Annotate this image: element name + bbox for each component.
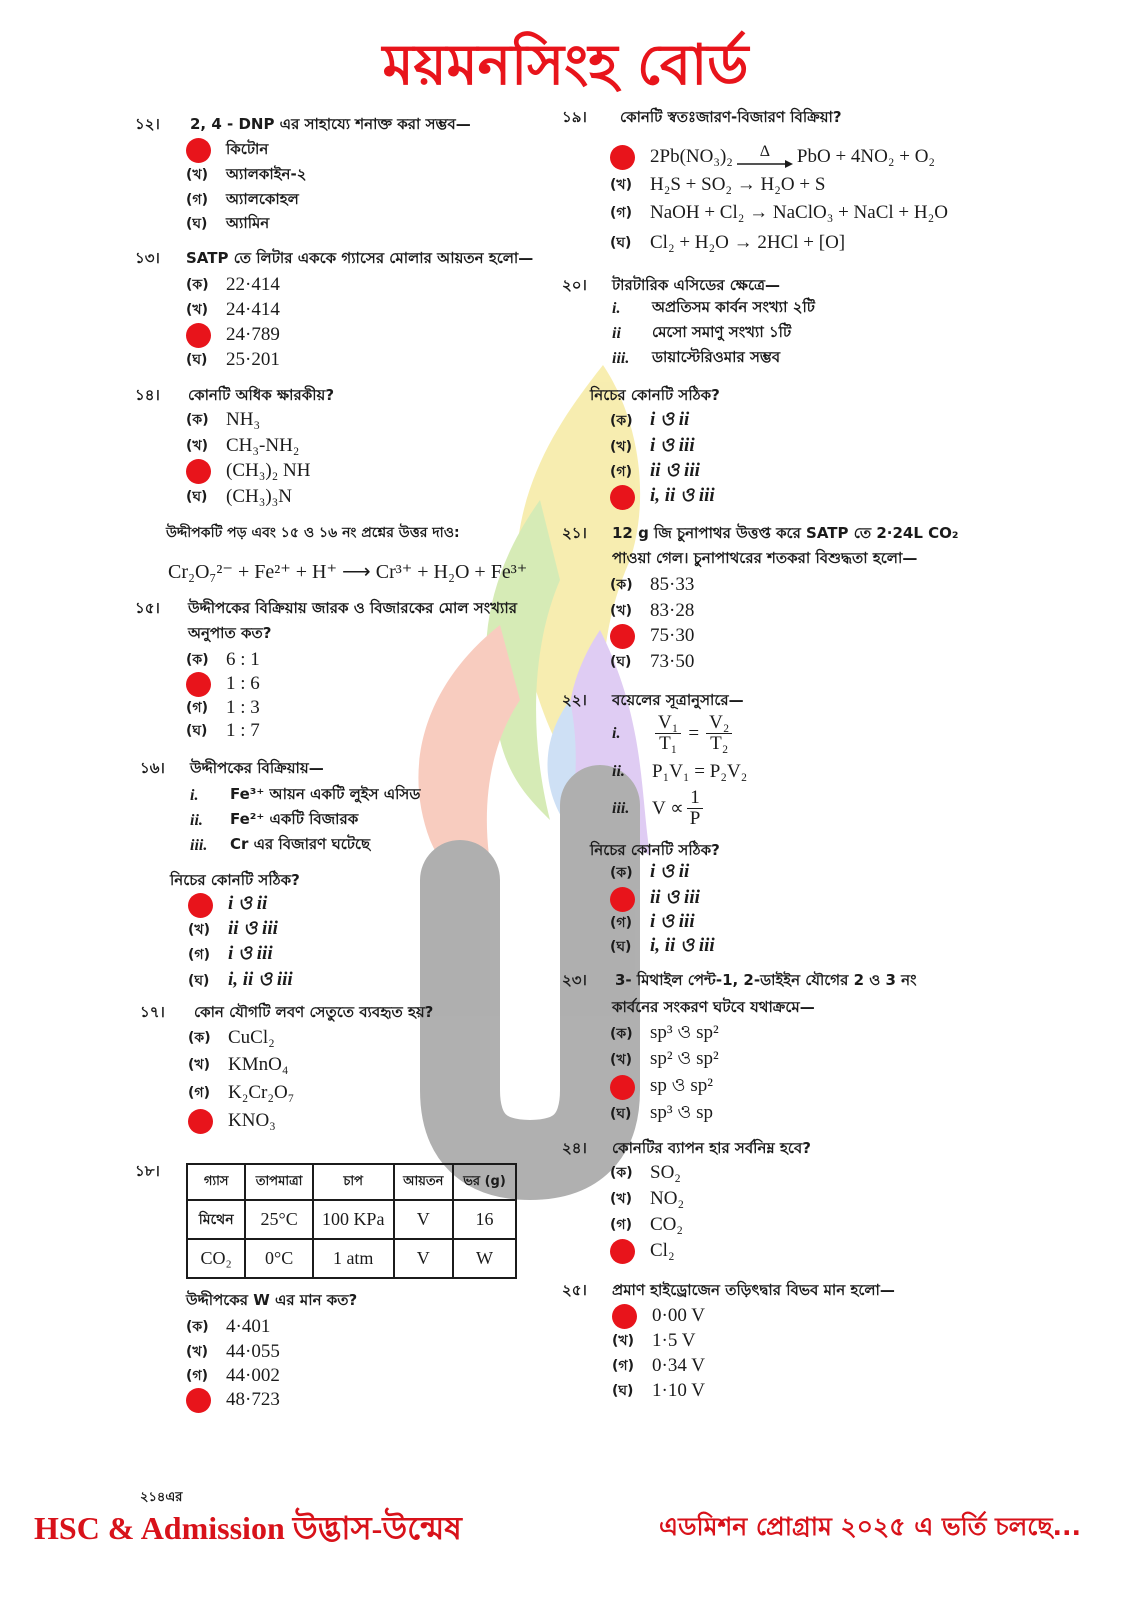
table-cell: 1 atm	[313, 1239, 394, 1278]
statement-label: ii	[612, 324, 621, 342]
option-label: (গ)	[188, 947, 210, 963]
option	[610, 201, 948, 225]
option-text: KNO₃	[228, 1110, 276, 1131]
statement	[612, 761, 747, 783]
option-text: (CH₃)₂ NH	[226, 460, 311, 481]
question-text: কোনটি স্বতঃজারণ-বিজারণ বিক্রিয়া?	[620, 108, 842, 126]
correct-answer-dot	[610, 485, 635, 510]
option-label: (গ)	[186, 1368, 208, 1384]
option-text: i ও ii	[650, 409, 690, 430]
heat-arrow	[737, 145, 793, 169]
fraction	[655, 713, 681, 754]
option-text: CuCl₂	[228, 1027, 275, 1048]
option-text: 24·789	[226, 324, 280, 345]
question-number: ১৮।	[135, 1162, 160, 1180]
table-cell: CO₂	[187, 1239, 245, 1278]
statement-text: Fe³⁺ আয়ন একটি লুইস এসিড	[230, 785, 421, 803]
reaction-rhs: PbO + 4NO₂ + O₂	[796, 146, 936, 167]
option-marker	[186, 1388, 226, 1413]
option	[188, 1026, 275, 1050]
fraction	[706, 713, 732, 754]
option	[186, 408, 260, 432]
option-label: (গ)	[186, 192, 208, 208]
option-marker	[610, 1075, 650, 1100]
question-text-line: কার্বনের সংকরণ ঘটবে যথাক্রমে—	[612, 998, 815, 1016]
option	[186, 1388, 280, 1412]
option	[610, 935, 715, 959]
question-text-line: 3- মিথাইল পেন্ট-1, 2-ডাইইন যৌগের 2 ও 3 নং	[615, 971, 917, 989]
option-marker	[186, 459, 226, 484]
option-marker	[188, 1109, 228, 1134]
option	[186, 348, 280, 372]
option-label: (ক)	[188, 1030, 211, 1046]
option	[610, 143, 935, 171]
option-text: অ্যালকোহল	[226, 189, 299, 208]
option	[186, 1340, 280, 1364]
option-text: H₂S + SO₂ → H₂O + S	[650, 174, 826, 195]
statement	[612, 296, 815, 321]
option-label: (গ)	[610, 915, 632, 931]
question-prompt: নিচের কোনটি সঠিক?	[170, 871, 300, 889]
page-title: ময়মনসিংহ বোর্ড	[382, 33, 749, 98]
option-text: ii ও iii	[228, 918, 278, 939]
option-label: (খ)	[610, 1052, 632, 1068]
option	[186, 298, 280, 322]
option	[610, 1048, 719, 1072]
option	[186, 434, 299, 458]
option-label: (খ)	[610, 177, 632, 193]
question-text-line: পাওয়া গেল। চুনাপাথরের শতকরা বিশুদ্ধতা হলো—	[612, 549, 918, 567]
correct-answer-dot	[186, 672, 211, 697]
table-header-cell: ভর (g)	[453, 1164, 516, 1200]
statement-label: iii.	[190, 836, 208, 854]
option-text: 1·5 V	[652, 1330, 696, 1351]
correct-answer-dot	[186, 138, 211, 163]
numerator: 1	[687, 788, 703, 809]
correct-answer-dot	[188, 893, 213, 918]
option-marker	[188, 893, 228, 918]
correct-answer-dot	[186, 459, 211, 484]
option-text: i ও ii	[228, 893, 268, 914]
option-text: Cl₂	[650, 1240, 675, 1261]
option-label: (ঘ)	[612, 1383, 634, 1399]
option-marker	[610, 887, 650, 912]
option-text: 25·201	[226, 349, 280, 370]
question-number: ২০।	[562, 276, 587, 294]
statement-text: মেসো সমাণু সংখ্যা ১টি	[652, 323, 792, 341]
statement-text: Cr এর বিজারণ ঘটেছে	[230, 835, 371, 853]
option-text: NH₃	[226, 409, 261, 430]
statement-label: iii.	[612, 799, 630, 817]
option	[610, 1161, 681, 1185]
option	[186, 138, 268, 162]
statement	[612, 788, 706, 829]
option-text: i, ii ও iii	[650, 485, 715, 506]
option-label: (ক)	[610, 1165, 633, 1181]
option	[188, 1053, 288, 1077]
option-label: (ঘ)	[186, 216, 208, 232]
table-header-row	[187, 1164, 516, 1200]
option-marker	[186, 138, 226, 163]
option-label: (গ)	[610, 205, 632, 221]
option-text: NaOH + Cl₂ → NaClO₃ + NaCl + H₂O	[650, 202, 948, 223]
statement	[612, 713, 735, 754]
correct-answer-dot	[188, 1109, 213, 1134]
option	[610, 650, 694, 674]
option	[186, 648, 260, 672]
option	[186, 672, 260, 696]
option	[186, 273, 280, 297]
option	[610, 599, 694, 623]
question-text: কোনটি অধিক ক্ষারকীয়?	[188, 386, 335, 404]
correct-answer-dot	[612, 1304, 637, 1329]
option-label: (গ)	[186, 700, 208, 716]
option	[612, 1304, 705, 1328]
option-text: i ও iii	[650, 911, 695, 932]
statement-label: ii.	[612, 763, 625, 780]
table-cell: 0°C	[245, 1239, 312, 1278]
option-label: (ক)	[186, 277, 209, 293]
option-marker	[610, 485, 650, 510]
option-text: 6 : 1	[226, 649, 260, 670]
option-text: sp³ ও sp²	[650, 1022, 719, 1043]
option	[610, 485, 715, 509]
table-cell: V	[394, 1239, 454, 1278]
option-marker	[186, 323, 226, 348]
statement-text: অপ্রতিসম কার্বন সংখ্যা ২টি	[652, 298, 815, 316]
option-text: 0·34 V	[652, 1355, 705, 1376]
option-text: CO₂	[650, 1214, 684, 1235]
option	[610, 1075, 713, 1099]
option	[610, 624, 694, 648]
option-text: 0·00 V	[652, 1305, 705, 1326]
option-label: (ঘ)	[610, 1106, 632, 1122]
option-text: 24·414	[226, 299, 280, 320]
option-text: sp ও sp²	[650, 1075, 713, 1096]
option-marker	[610, 1239, 650, 1264]
question-text: কোনটির ব্যাপন হার সর্বনিম্ন হবে?	[612, 1139, 811, 1157]
option-text: 1·10 V	[652, 1380, 705, 1401]
question-text: কোন যৌগটি লবণ সেতুতে ব্যবহৃত হয়?	[194, 1003, 434, 1021]
option-label: (খ)	[612, 1333, 634, 1349]
question-number: ২১।	[562, 524, 587, 542]
right-arrow-icon	[737, 159, 793, 169]
question-text: বয়েলের সূত্রানুসারে—	[612, 691, 744, 709]
option-marker	[612, 1304, 652, 1329]
statement-label: i.	[190, 786, 199, 804]
option-label: (ক)	[186, 1319, 209, 1335]
option-label: (ক)	[610, 413, 633, 429]
option-text: NO₂	[650, 1188, 685, 1209]
statement	[612, 346, 780, 371]
option	[186, 163, 306, 187]
question-text-line: 12 g জি চুনাপাথর উত্তপ্ত করে SATP তে 2·24L CO₂	[612, 524, 959, 542]
page-number-mark: ২১৪এর	[140, 1490, 183, 1505]
option-text: 85·33	[650, 574, 695, 595]
option-label: (গ)	[188, 1085, 210, 1101]
option-label: (ক)	[610, 865, 633, 881]
option-text: অ্যালকাইন-২	[226, 164, 307, 183]
option-marker	[186, 672, 226, 697]
question-number: ১৭।	[140, 1003, 165, 1021]
denominator: T₂	[710, 733, 729, 754]
question-prompt: নিচের কোনটি সঠিক?	[590, 841, 720, 859]
option-label: (ঘ)	[610, 939, 632, 955]
option-label: (খ)	[186, 167, 208, 183]
option	[188, 969, 293, 993]
option-text: i ও iii	[650, 435, 695, 456]
option-label: (ঘ)	[186, 489, 208, 505]
statement-text: Fe²⁺ একটি বিজারক	[230, 810, 359, 828]
question-number: ১৯।	[562, 108, 587, 126]
option-text: 4·401	[226, 1316, 271, 1337]
question-text-line: অনুপাত কত?	[188, 624, 272, 642]
question-number: ১২।	[135, 115, 160, 133]
question-text: 2, 4 - DNP এর সাহায্যে শনাক্ত করা সম্ভব—	[190, 115, 471, 133]
option-label: (ক)	[186, 652, 209, 668]
gas-data-table	[186, 1163, 517, 1279]
option	[610, 173, 825, 197]
question-prompt: নিচের কোনটি সঠিক?	[590, 386, 720, 404]
question-prompt: উদ্দীপকের W এর মান কত?	[186, 1291, 358, 1309]
correct-answer-dot	[610, 624, 635, 649]
option-text: Cl₂ + H₂O → 2HCl + [O]	[650, 232, 846, 253]
option	[186, 459, 311, 483]
option	[610, 573, 694, 597]
statement-label: i.	[612, 724, 621, 742]
option	[610, 409, 689, 433]
option	[188, 1109, 276, 1133]
option-text: SO₂	[650, 1162, 681, 1183]
statement-label: i.	[612, 299, 621, 317]
option-text: 75·30	[650, 625, 695, 646]
option-label: (ক)	[610, 1026, 633, 1042]
option-label: (ঘ)	[610, 654, 632, 670]
option-label: (গ)	[610, 464, 632, 480]
option	[612, 1379, 705, 1403]
option-label: (ক)	[186, 412, 209, 428]
correct-answer-dot	[610, 1239, 635, 1264]
correct-answer-dot	[186, 323, 211, 348]
table-row	[187, 1239, 516, 1278]
reaction-lhs: 2Pb(NO₃)₂	[650, 146, 733, 167]
question-number: ২৫।	[562, 1281, 587, 1299]
question-number: ১৩।	[135, 249, 160, 267]
equals-sign: =	[688, 722, 700, 744]
option-label: (গ)	[612, 1358, 634, 1374]
option	[186, 696, 260, 720]
option-label: (খ)	[188, 922, 210, 938]
option-text: 1 : 3	[226, 697, 260, 718]
statement	[190, 783, 420, 808]
option-text: (CH₃)₃N	[226, 486, 293, 507]
table-cell: 100 KPa	[313, 1200, 394, 1239]
option-text: কিটোন	[226, 139, 269, 158]
option-label: (খ)	[188, 1057, 210, 1073]
option	[188, 943, 273, 967]
option-label: (গ)	[610, 1217, 632, 1233]
table-cell: 25°C	[245, 1200, 312, 1239]
table-cell: W	[453, 1239, 516, 1278]
table-header-cell: গ্যাস	[187, 1164, 245, 1200]
question-number: ১৪।	[135, 386, 160, 404]
option-label: (খ)	[610, 603, 632, 619]
option-label: (ঘ)	[610, 235, 632, 251]
statement-label: ii.	[190, 811, 203, 829]
option-text: 73·50	[650, 651, 695, 672]
option-text: 1 : 7	[226, 720, 260, 741]
question-text: SATP তে লিটার এককে গ্যাসের মোলার আয়তন হলো—	[186, 249, 534, 267]
statement-text: V ∝	[652, 798, 684, 819]
footer-brand-text: HSC & Admission উদ্ভাস-উন্মেষ	[34, 1510, 462, 1546]
denominator: T₁	[659, 733, 678, 754]
option	[186, 212, 269, 236]
table-cell: মিথেন	[187, 1200, 245, 1239]
statement-label: iii.	[612, 349, 630, 367]
option-text: sp³ ও sp	[650, 1102, 713, 1123]
question-text: প্রমাণ হাইড্রোজেন তড়িৎদ্বার বিভব মান হলো—	[612, 1281, 895, 1299]
option-marker	[610, 145, 650, 170]
option-text: 48·723	[226, 1389, 280, 1410]
option-text: 44·002	[226, 1365, 280, 1386]
option	[186, 1364, 280, 1388]
statement-text: ডায়াস্টেরিওমার সম্ভব	[652, 348, 781, 366]
table-cell: 16	[453, 1200, 516, 1239]
option-label: (খ)	[186, 438, 208, 454]
stimulus-intro: উদ্দীপকটি পড় এবং ১৫ ও ১৬ নং প্রশ্নের উত্তর দাও:	[166, 525, 460, 541]
option	[610, 1239, 675, 1263]
option-text: KMnO₄	[228, 1054, 289, 1075]
question-number: ২৩।	[562, 971, 587, 989]
option	[612, 1354, 705, 1378]
option-text: 83·28	[650, 600, 695, 621]
option-text: i ও iii	[228, 943, 273, 964]
option	[610, 861, 689, 885]
option-text: ii ও iii	[650, 460, 700, 481]
question-text-line: উদ্দীপকের বিক্রিয়ায় জারক ও বিজারকের মোল সংখ্যার	[188, 599, 517, 617]
option-text: 1 : 6	[226, 673, 260, 694]
option-text: ii ও iii	[650, 887, 700, 908]
option	[186, 188, 299, 212]
option-text: sp² ও sp²	[650, 1048, 719, 1069]
denominator: P	[689, 808, 701, 829]
option	[610, 1022, 719, 1046]
option-label: (খ)	[610, 439, 632, 455]
option	[186, 323, 280, 347]
option-text: i ও ii	[650, 861, 690, 882]
statement	[612, 321, 791, 346]
option-label: (খ)	[186, 1344, 208, 1360]
footer-admission-text: এডমিশন প্রোগ্রাম ২০২৫ এ ভর্তি চলছে...	[659, 1512, 1081, 1541]
question-number: ১৫।	[135, 599, 160, 617]
option-text: 22·414	[226, 274, 280, 295]
option-label: (ক)	[610, 577, 633, 593]
option-label: (ঘ)	[186, 352, 208, 368]
option-text: i, ii ও iii	[650, 935, 715, 956]
question-number: ২২।	[562, 691, 587, 709]
option	[610, 1187, 684, 1211]
option-label: (খ)	[186, 302, 208, 318]
option-label: (ঘ)	[188, 973, 210, 989]
option-text: i, ii ও iii	[228, 969, 293, 990]
option-text: K₂Cr₂O₇	[228, 1082, 295, 1103]
option-text: অ্যামিন	[226, 213, 270, 232]
option	[186, 485, 292, 509]
table-cell: V	[394, 1200, 454, 1239]
question-text: উদ্দীপকের বিক্রিয়ায়—	[190, 759, 324, 777]
question-number: ১৬।	[140, 759, 165, 777]
table-header-cell: তাপমাত্রা	[245, 1164, 312, 1200]
statement-text: P₁V₁ = P₂V₂	[652, 761, 748, 782]
table-row	[187, 1200, 516, 1239]
option-label: (ঘ)	[186, 723, 208, 739]
option	[186, 719, 260, 743]
table-header-cell: আয়তন	[394, 1164, 454, 1200]
option-text: 44·055	[226, 1341, 280, 1362]
correct-answer-dot	[610, 1075, 635, 1100]
option-label: (খ)	[610, 1191, 632, 1207]
statement	[190, 808, 358, 833]
option	[186, 1315, 270, 1339]
fraction	[687, 788, 704, 829]
option	[188, 1081, 294, 1105]
option-text: CH₃-NH₂	[226, 435, 300, 456]
arrow-label: Δ	[759, 143, 771, 160]
question-number: ২৪।	[562, 1139, 587, 1157]
option	[610, 231, 845, 255]
numerator: V₂	[706, 713, 732, 734]
question-text: টারটারিক এসিডের ক্ষেত্রে—	[612, 276, 780, 294]
option	[610, 1213, 683, 1237]
correct-answer-dot	[610, 145, 635, 170]
numerator: V₁	[655, 713, 681, 734]
statement	[190, 833, 370, 858]
option	[612, 1329, 695, 1353]
option-marker	[610, 624, 650, 649]
correct-answer-dot	[610, 887, 635, 912]
option	[610, 1102, 713, 1126]
table-header-cell: চাপ	[313, 1164, 394, 1200]
stimulus-equation: Cr₂O₇²⁻ + Fe²⁺ + H⁺ ⟶ Cr³⁺ + H₂O + Fe³⁺	[168, 561, 528, 583]
correct-answer-dot	[186, 1388, 211, 1413]
